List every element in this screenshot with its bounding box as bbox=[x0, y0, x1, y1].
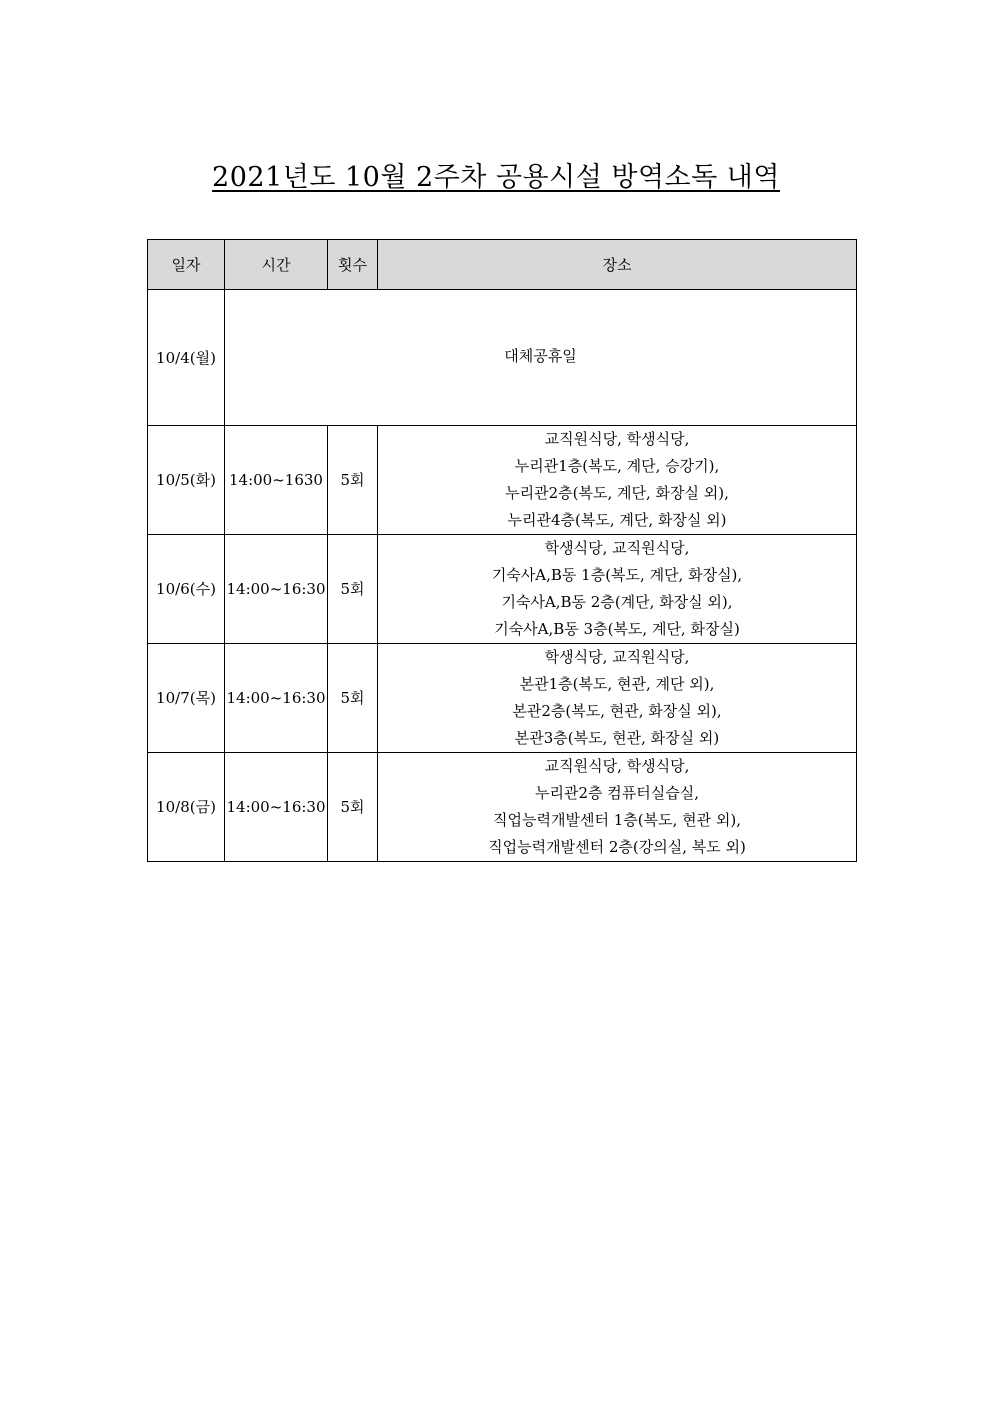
cell-count: 5회 bbox=[328, 644, 378, 753]
disinfection-schedule-table bbox=[147, 239, 857, 862]
place-line: 기숙사A,B동 3층(복도, 계단, 화장실) bbox=[494, 620, 740, 638]
place-line: 직업능력개발센터 2층(강의실, 복도 외) bbox=[488, 838, 746, 856]
cell-date: 10/4(월) bbox=[148, 290, 225, 426]
header-date: 일자 bbox=[148, 240, 225, 290]
cell-date: 10/7(목) bbox=[148, 644, 225, 753]
table-row bbox=[148, 426, 857, 535]
cell-places bbox=[378, 644, 857, 753]
place-line: 본관3층(복도, 현관, 화장실 외) bbox=[514, 729, 720, 747]
cell-count: 5회 bbox=[328, 753, 378, 862]
holiday-note: 대체공휴일 bbox=[504, 347, 577, 365]
place-line: 누리관2층(복도, 계단, 화장실 외), bbox=[505, 484, 729, 502]
document-title-text: 2021년도 10월 2주차 공용시설 방역소독 내역 bbox=[212, 162, 780, 193]
cell-places bbox=[378, 535, 857, 644]
place-line: 본관2층(복도, 현관, 화장실 외), bbox=[512, 702, 722, 720]
header-count: 횟수 bbox=[328, 240, 378, 290]
table-row bbox=[148, 535, 857, 644]
table-header-row bbox=[148, 240, 857, 290]
cell-holiday-note bbox=[225, 290, 857, 426]
place-line: 기숙사A,B동 1층(복도, 계단, 화장실), bbox=[491, 566, 743, 584]
place-line: 학생식당, 교직원식당, bbox=[544, 648, 690, 666]
header-place: 장소 bbox=[378, 240, 857, 290]
place-line: 교직원식당, 학생식당, bbox=[544, 757, 690, 775]
document-title bbox=[0, 158, 992, 198]
place-line: 누리관2층 컴퓨터실습실, bbox=[535, 784, 699, 802]
table-row bbox=[148, 753, 857, 862]
cell-places bbox=[378, 753, 857, 862]
cell-date: 10/8(금) bbox=[148, 753, 225, 862]
cell-count: 5회 bbox=[328, 426, 378, 535]
place-line: 기숙사A,B동 2층(계단, 화장실 외), bbox=[501, 593, 733, 611]
place-line: 교직원식당, 학생식당, bbox=[544, 430, 690, 448]
cell-places bbox=[378, 426, 857, 535]
cell-date: 10/5(화) bbox=[148, 426, 225, 535]
header-time: 시간 bbox=[225, 240, 328, 290]
place-line: 직업능력개발센터 1층(복도, 현관 외), bbox=[493, 811, 741, 829]
table-row bbox=[148, 290, 857, 426]
place-line: 본관1층(복도, 현관, 계단 외), bbox=[519, 675, 715, 693]
place-line: 학생식당, 교직원식당, bbox=[544, 539, 690, 557]
table-row bbox=[148, 644, 857, 753]
cell-date: 10/6(수) bbox=[148, 535, 225, 644]
cell-time: 14:00~16:30 bbox=[225, 535, 328, 644]
place-line: 누리관1층(복도, 계단, 승강기), bbox=[514, 457, 720, 475]
cell-time: 14:00~1630 bbox=[225, 426, 328, 535]
place-line: 누리관4층(복도, 계단, 화장실 외) bbox=[507, 511, 727, 529]
cell-time: 14:00~16:30 bbox=[225, 753, 328, 862]
cell-count: 5회 bbox=[328, 535, 378, 644]
cell-time: 14:00~16:30 bbox=[225, 644, 328, 753]
